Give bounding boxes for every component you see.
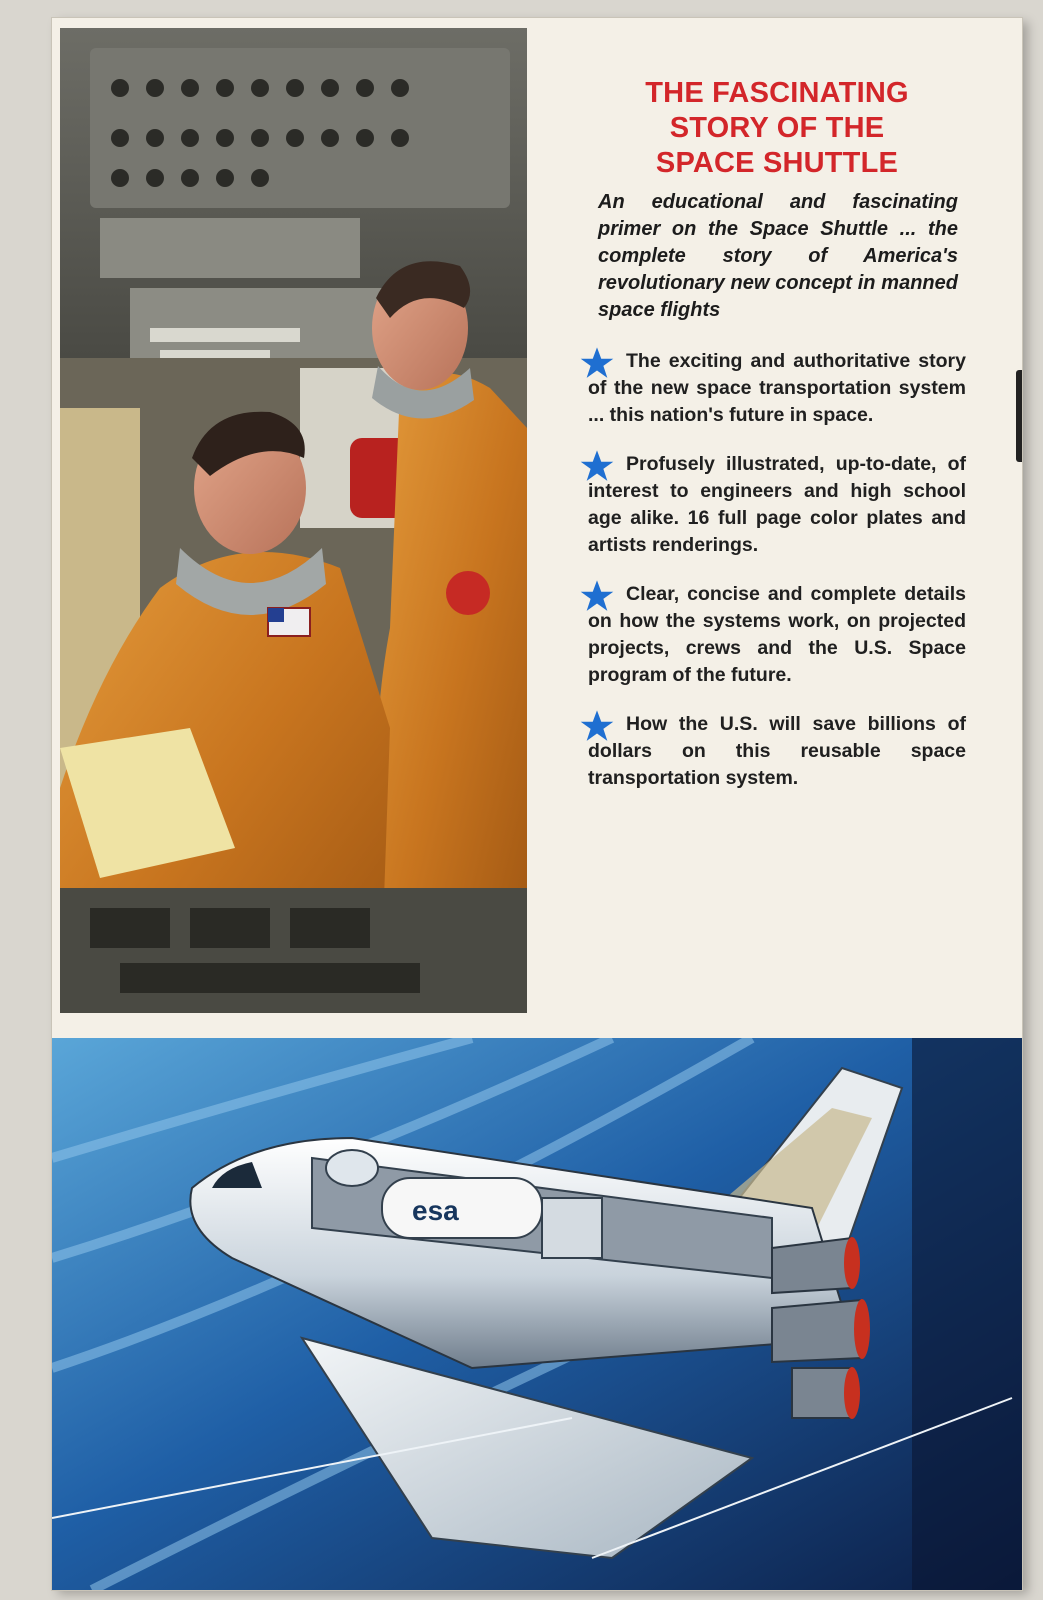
star-icon [580,579,614,613]
bullet-item [588,451,966,559]
star-icon [580,449,614,483]
title-line-1: THE FASCINATING [645,77,909,109]
star-icon [580,709,614,743]
bullet-item [588,711,966,792]
astronauts-cockpit-photo [60,28,527,1013]
esa-logo-text: esa [412,1195,459,1226]
intro-paragraph: An educational and fascinating primer on the Space Shuttle ... the complete story of America's revolutionary new concept in manned space flights [598,191,958,321]
spine-mark [1016,370,1022,462]
bullet-text: Profusely illustrated, up-to-date, of interest to engineers and high school age alike. 16 full page color plates and artists renderings. [588,453,966,556]
cover-title [588,76,966,181]
bullet-text: The exciting and authoritative story of the new space transportation system ... this nation's future in space. [588,350,966,426]
title-line-3: SPACE SHUTTLE [655,147,899,179]
star-icon [580,346,614,380]
space-shuttle-illustration [52,1038,1022,1590]
bullet-item [588,348,966,429]
bullet-item [588,581,966,689]
booklet-back-cover [52,18,1022,1590]
cockpit-illustration [60,28,527,1013]
back-cover-text [588,76,966,814]
bullet-text: How the U.S. will save billions of dollars on this reusable space transportation system. [588,713,966,789]
title-line-2: STORY OF THE [669,112,885,144]
shuttle-art [52,1038,1022,1590]
bullet-text: Clear, concise and complete details on how the systems work, on projected projects, crews and the U.S. Space program of the future. [588,583,966,686]
